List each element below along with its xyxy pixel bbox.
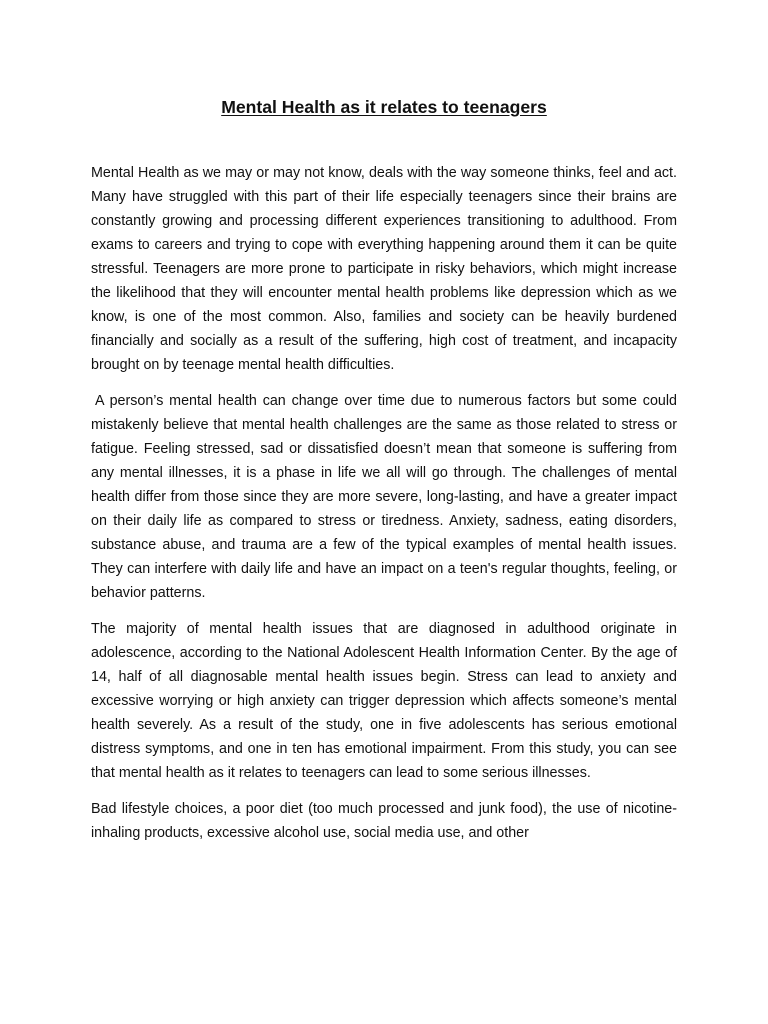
- paragraph-3: The majority of mental health issues that are diagnosed in adulthood originate in adolescence, according to the National Adolescent Health Information Center. By the age of 14, half of all diagnosable mental health issues begin. Stress can lead to anxiety and excessive worrying or high anxiety can trigger depression which affects someone’s mental health severely. As a result of the study, one in five adolescents has serious emotional distress symptoms, and one in ten has emotional impairment. From this study, you can see that mental health as it relates to teenagers can lead to some serious illnesses.: [91, 621, 677, 781]
- paragraph-1: Mental Health as we may or may not know, deals with the way someone thinks, feel and act. Many have struggled with this part of their life especially teenagers since their brains are constantly growing and processing different experiences transitioning to adulthood. From exams to careers and trying to cope with everything happening around them it can be quite stressful. Teenagers are more prone to participate in risky behaviors, which might increase the likelihood that they will encounter mental health problems like depression which as we know, is one of the most common. Also, families and society can be heavily burdened financially and socially as a result of the suffering, high cost of treatment, and incapacity brought on by teenage mental health difficulties.: [91, 165, 677, 373]
- paragraph-4: Bad lifestyle choices, a poor diet (too much processed and junk food), the use of nicotine-inhaling products, excessive alcohol use, social media use, and other: [91, 801, 677, 841]
- document-body: [91, 161, 677, 857]
- paragraph-2: A person’s mental health can change over time due to numerous factors but some could mistakenly believe that mental health challenges are the same as those related to stress or fatigue. Feeling stressed, sad or dissatisfied doesn’t mean that someone is suffering from any mental illnesses, it is a phase in life we all will go through. The challenges of mental health differ from those since they are more severe, long-lasting, and have a greater impact on their daily life as compared to stress or tiredness. Anxiety, sadness, eating disorders, substance abuse, and trauma are a few of the typical examples of mental health issues. They can interfere with daily life and have an impact on a teen's regular thoughts, feeling, or behavior patterns.: [91, 393, 677, 601]
- document-title: Mental Health as it relates to teenagers: [221, 97, 547, 117]
